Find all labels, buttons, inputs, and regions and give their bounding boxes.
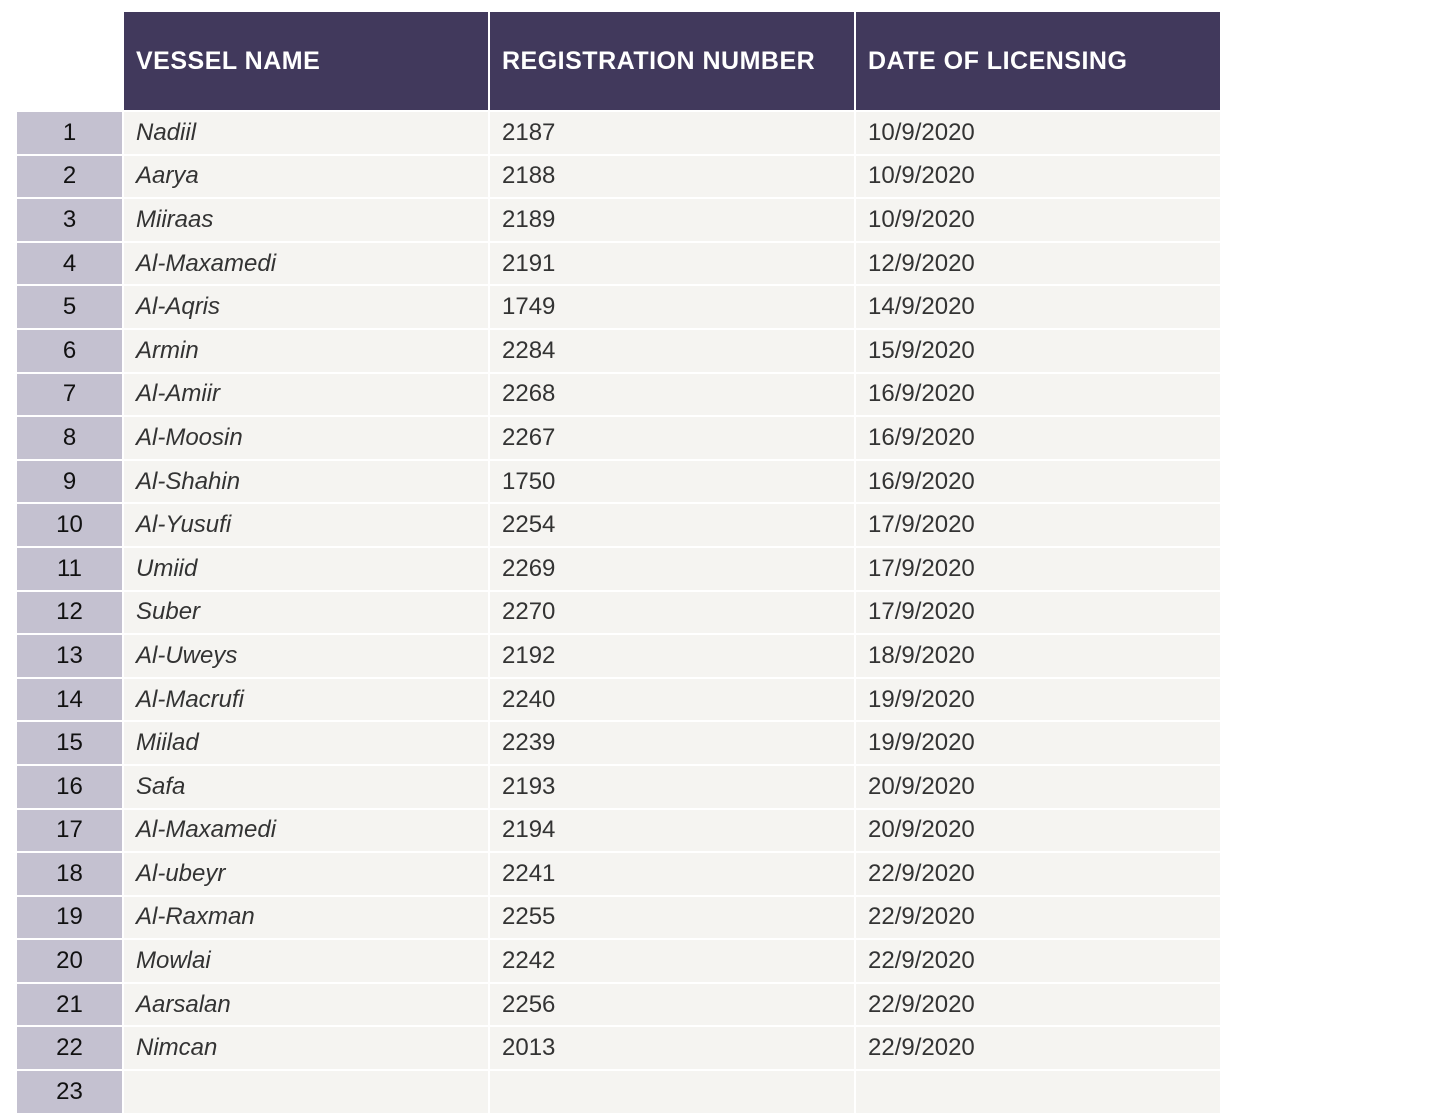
row-number: 18 [17, 853, 122, 895]
vessel-name-cell: Miilad [124, 722, 488, 764]
date-of-licensing-cell: 17/9/2020 [856, 548, 1220, 590]
date-of-licensing-cell: 20/9/2020 [856, 766, 1220, 808]
date-of-licensing-cell: 16/9/2020 [856, 374, 1220, 416]
header-date-of-licensing: DATE OF LICENSING [856, 12, 1220, 110]
registration-number-cell: 2192 [490, 635, 854, 677]
row-number: 7 [17, 374, 122, 416]
table-row [17, 810, 1220, 852]
vessel-name-cell: Aarsalan [124, 984, 488, 1026]
row-number: 22 [17, 1027, 122, 1069]
registration-number-cell: 2267 [490, 417, 854, 459]
date-of-licensing-cell: 10/9/2020 [856, 156, 1220, 198]
table-row [17, 504, 1220, 546]
table-row [17, 853, 1220, 895]
date-of-licensing-cell: 16/9/2020 [856, 461, 1220, 503]
registration-number-cell: 2193 [490, 766, 854, 808]
date-of-licensing-cell: 12/9/2020 [856, 243, 1220, 285]
row-number: 8 [17, 417, 122, 459]
table-row [17, 461, 1220, 503]
vessel-name-cell: Nimcan [124, 1027, 488, 1069]
table-row [17, 243, 1220, 285]
row-number: 10 [17, 504, 122, 546]
table-row [17, 374, 1220, 416]
registration-number-cell: 2255 [490, 897, 854, 939]
table-row [17, 112, 1220, 154]
date-of-licensing-cell: 16/9/2020 [856, 417, 1220, 459]
registration-number-cell: 2254 [490, 504, 854, 546]
vessel-name-cell: Umiid [124, 548, 488, 590]
registration-number-cell: 2242 [490, 940, 854, 982]
row-number: 16 [17, 766, 122, 808]
table-row [17, 592, 1220, 634]
vessel-name-cell: Mowlai [124, 940, 488, 982]
vessel-name-cell: Al-Yusufi [124, 504, 488, 546]
vessel-name-cell: Armin [124, 330, 488, 372]
header-registration-number: REGISTRATION NUMBER [490, 12, 854, 110]
row-number: 23 [17, 1071, 122, 1113]
row-number: 21 [17, 984, 122, 1026]
date-of-licensing-cell: 19/9/2020 [856, 722, 1220, 764]
date-of-licensing-cell: 10/9/2020 [856, 112, 1220, 154]
registration-number-cell: 2188 [490, 156, 854, 198]
vessel-name-cell: Al-Raxman [124, 897, 488, 939]
vessel-name-cell: Al-ubeyr [124, 853, 488, 895]
registration-number-cell: 2194 [490, 810, 854, 852]
table-row [17, 766, 1220, 808]
date-of-licensing-cell: 17/9/2020 [856, 592, 1220, 634]
table-row [17, 897, 1220, 939]
row-number: 12 [17, 592, 122, 634]
vessel-name-cell: Safa [124, 766, 488, 808]
table-row [17, 330, 1220, 372]
vessel-name-cell: Miiraas [124, 199, 488, 241]
table-row [17, 722, 1220, 764]
date-of-licensing-cell: 20/9/2020 [856, 810, 1220, 852]
registration-number-cell [490, 1071, 854, 1113]
row-number: 15 [17, 722, 122, 764]
table-header-row [17, 12, 1220, 110]
row-number: 19 [17, 897, 122, 939]
table-row [17, 984, 1220, 1026]
vessel-name-cell: Al-Macrufi [124, 679, 488, 721]
table-row [17, 940, 1220, 982]
row-number: 14 [17, 679, 122, 721]
date-of-licensing-cell: 22/9/2020 [856, 940, 1220, 982]
date-of-licensing-cell [856, 1071, 1220, 1113]
row-number: 6 [17, 330, 122, 372]
registration-number-cell: 2187 [490, 112, 854, 154]
table-row [17, 417, 1220, 459]
row-number: 20 [17, 940, 122, 982]
vessel-table [17, 12, 1220, 1113]
registration-number-cell: 2270 [490, 592, 854, 634]
registration-number-cell: 2239 [490, 722, 854, 764]
date-of-licensing-cell: 22/9/2020 [856, 853, 1220, 895]
vessel-name-cell [124, 1071, 488, 1113]
vessel-name-cell: Aarya [124, 156, 488, 198]
date-of-licensing-cell: 22/9/2020 [856, 897, 1220, 939]
registration-number-cell: 2256 [490, 984, 854, 1026]
vessel-name-cell: Al-Maxamedi [124, 243, 488, 285]
vessel-name-cell: Al-Aqris [124, 286, 488, 328]
row-number: 13 [17, 635, 122, 677]
date-of-licensing-cell: 10/9/2020 [856, 199, 1220, 241]
row-number: 9 [17, 461, 122, 503]
registration-number-cell: 2189 [490, 199, 854, 241]
row-number: 5 [17, 286, 122, 328]
row-number: 2 [17, 156, 122, 198]
vessel-name-cell: Al-Moosin [124, 417, 488, 459]
date-of-licensing-cell: 22/9/2020 [856, 984, 1220, 1026]
vessel-name-cell: Al-Amiir [124, 374, 488, 416]
table-row [17, 1071, 1220, 1113]
table-row [17, 1027, 1220, 1069]
table-row [17, 548, 1220, 590]
registration-number-cell: 1749 [490, 286, 854, 328]
registration-number-cell: 2191 [490, 243, 854, 285]
registration-number-cell: 2013 [490, 1027, 854, 1069]
registration-number-cell: 1750 [490, 461, 854, 503]
row-number: 1 [17, 112, 122, 154]
header-corner [17, 12, 124, 110]
date-of-licensing-cell: 19/9/2020 [856, 679, 1220, 721]
registration-number-cell: 2240 [490, 679, 854, 721]
date-of-licensing-cell: 14/9/2020 [856, 286, 1220, 328]
table-row [17, 679, 1220, 721]
table-row [17, 199, 1220, 241]
date-of-licensing-cell: 18/9/2020 [856, 635, 1220, 677]
vessel-name-cell: Al-Shahin [124, 461, 488, 503]
row-number: 4 [17, 243, 122, 285]
row-number: 3 [17, 199, 122, 241]
vessel-name-cell: Suber [124, 592, 488, 634]
registration-number-cell: 2269 [490, 548, 854, 590]
registration-number-cell: 2268 [490, 374, 854, 416]
date-of-licensing-cell: 15/9/2020 [856, 330, 1220, 372]
vessel-name-cell: Nadiil [124, 112, 488, 154]
vessel-name-cell: Al-Uweys [124, 635, 488, 677]
vessel-name-cell: Al-Maxamedi [124, 810, 488, 852]
row-number: 17 [17, 810, 122, 852]
registration-number-cell: 2241 [490, 853, 854, 895]
date-of-licensing-cell: 22/9/2020 [856, 1027, 1220, 1069]
header-vessel-name: VESSEL NAME [124, 12, 488, 110]
table-row [17, 156, 1220, 198]
registration-number-cell: 2284 [490, 330, 854, 372]
date-of-licensing-cell: 17/9/2020 [856, 504, 1220, 546]
table-row [17, 286, 1220, 328]
table-body [17, 112, 1220, 1113]
row-number: 11 [17, 548, 122, 590]
table-row [17, 635, 1220, 677]
